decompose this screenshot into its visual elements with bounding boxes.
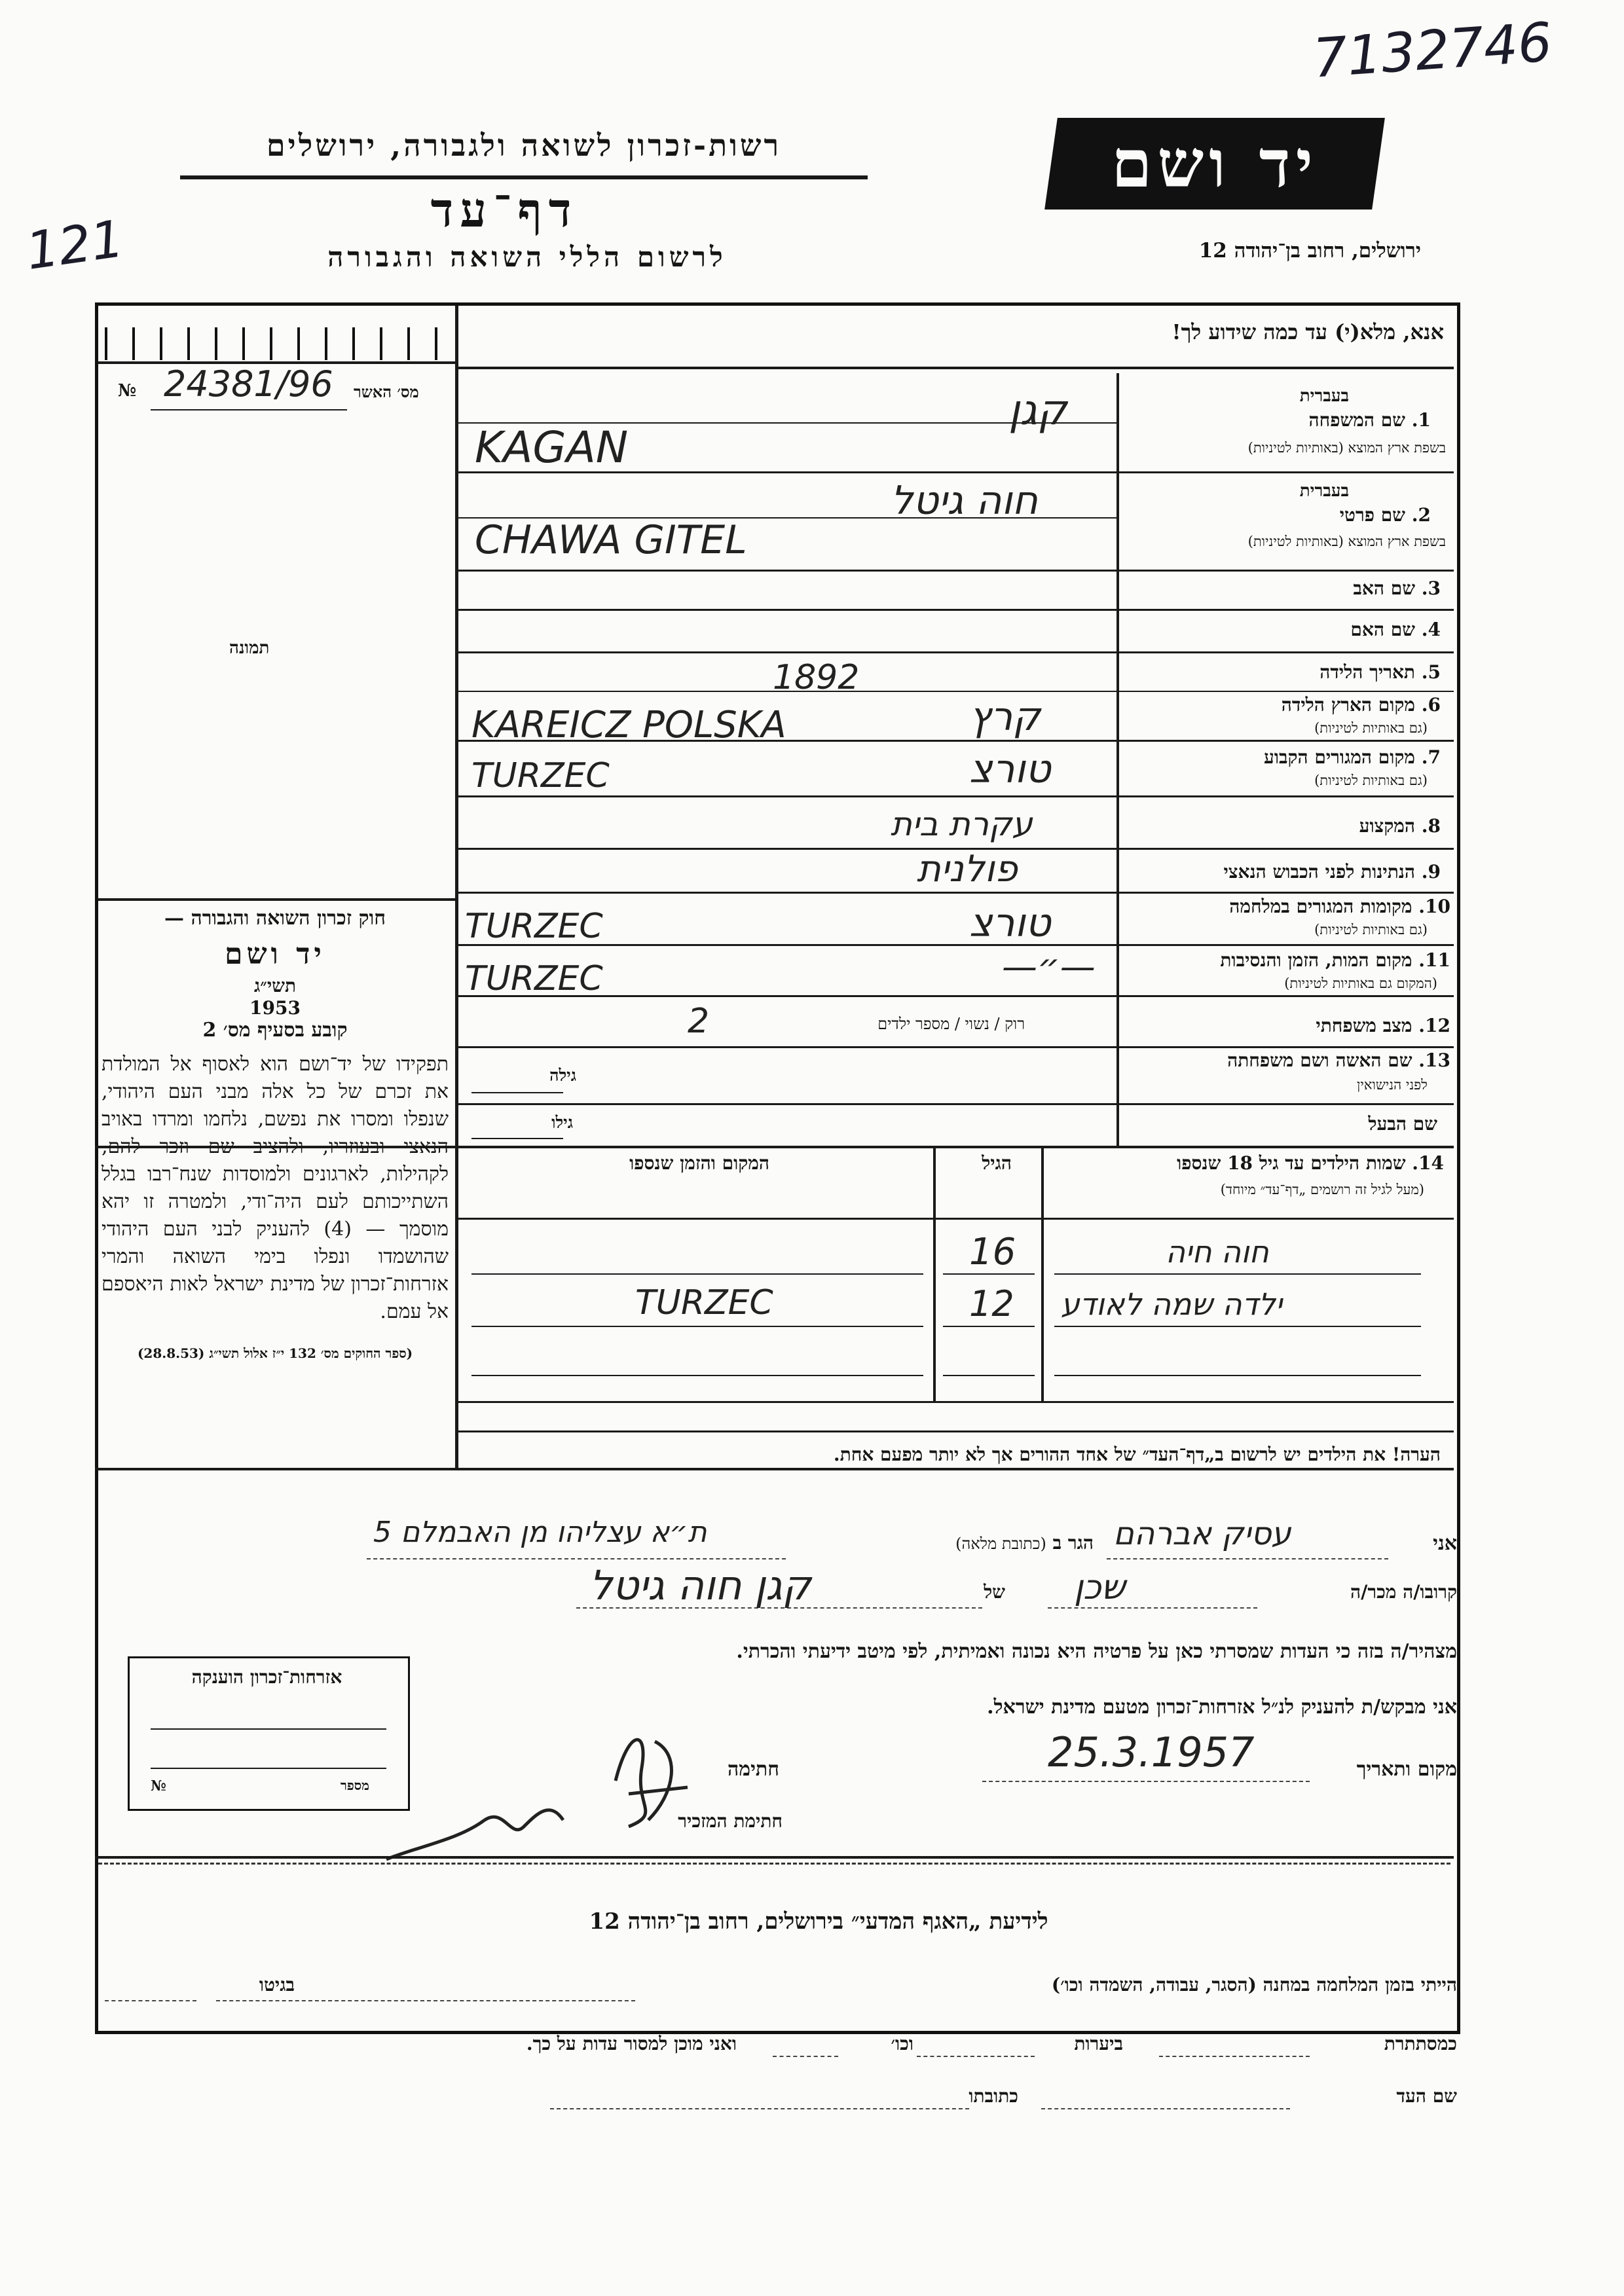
child-row-line	[943, 1375, 1035, 1376]
field-2-text: שם פרטי	[1339, 504, 1406, 526]
org-line: רשות-זכרון לשואה ולגבורה, ירושלים	[266, 128, 782, 163]
field-4-num: 4.	[1421, 619, 1441, 640]
field-10-sub: (גם באותיות לטיניות)	[1314, 922, 1428, 938]
citizenship-number-label: מספר	[341, 1777, 369, 1793]
children-header-line	[458, 1218, 1454, 1220]
child-row-line	[943, 1273, 1035, 1275]
footer-divider	[95, 1856, 1454, 1859]
decl-signature-label: חתימה	[728, 1758, 779, 1781]
field-2-latin: CHAWA GITEL	[475, 517, 747, 563]
child-row-line	[1054, 1375, 1421, 1376]
row-line	[458, 570, 1454, 572]
row-line	[458, 795, 1454, 797]
citizenship-prefix: №	[151, 1777, 166, 1795]
field-6-latin: KAREICZ POLSKA	[471, 704, 786, 746]
husband-label: שם הבעל	[1368, 1113, 1437, 1135]
law-section: קובע בסעיף מס׳ 2	[202, 1019, 348, 1042]
row-line	[458, 1046, 1454, 1048]
left-column-divider	[455, 306, 458, 1468]
child-row-line	[1054, 1326, 1421, 1327]
field-6-text: מקום הארץ הלידה	[1281, 694, 1416, 716]
children-header-age: הגיל	[982, 1152, 1012, 1174]
field-3-label	[1353, 577, 1441, 600]
footer-etc-label: וכו׳	[891, 2033, 913, 2054]
field-13-text: שם האשה ושם משפחתה	[1227, 1049, 1412, 1071]
row-line	[458, 691, 1454, 692]
decl-of-value: קגן חוה גיטל	[589, 1561, 811, 1609]
field-11-sub: (המקום גם באותיות לטיניות)	[1284, 975, 1437, 991]
row-line	[458, 609, 1454, 611]
note-box-top	[458, 1430, 1454, 1432]
children-bottom-line	[458, 1401, 1454, 1403]
law-block	[101, 907, 449, 1362]
decl-statement: מצהיר/ה בזה כי העדות שמסרתי כאן על פרטיה היא נכונה ואמיתית, לפי מיטב ידיעתי והכרתי.	[736, 1640, 1457, 1663]
footer-hiding-blank	[1159, 2056, 1310, 2057]
decl-resident-text: הגר ב	[1052, 1532, 1094, 1554]
field-5-value: 1892	[773, 658, 860, 697]
instruction-underline	[458, 367, 1454, 369]
field-3-num: 3.	[1421, 577, 1441, 599]
law-title: חוק זכרון השואה והגבורה —	[164, 907, 386, 930]
registry-prefix: №	[118, 381, 137, 401]
decl-request: אני מבקש/ת להעניק לנ״ל אזרחות־זכרון מטעם מדינת ישראל.	[987, 1696, 1457, 1719]
field-11-label	[1220, 949, 1450, 972]
field-11-latin: TURZEC	[465, 959, 603, 998]
child-2-place: TURZEC	[635, 1283, 773, 1322]
field-2-lang-tag: בעברית	[1299, 481, 1349, 501]
field-4-label	[1350, 619, 1441, 641]
field-1-label	[1309, 409, 1431, 431]
field-3-text: שם האב	[1353, 577, 1416, 599]
row-line	[458, 892, 1454, 894]
field-13-num: 13.	[1418, 1049, 1450, 1071]
child-row-line	[943, 1326, 1035, 1327]
footer-witness-blank	[1041, 2108, 1290, 2109]
decl-relation-value: שכן	[1074, 1568, 1126, 1607]
registry-ticks	[105, 327, 445, 360]
field-1-text: שם המשפחה	[1308, 409, 1406, 431]
footer-hiding-label: כמסתתרת	[1384, 2033, 1457, 2054]
field-9-label	[1224, 861, 1441, 883]
field-10-num: 10.	[1418, 896, 1450, 917]
form-subtitle: לרשום הללי השואה והגבורה	[327, 241, 727, 273]
children-header-names	[1177, 1152, 1444, 1175]
form-title: דף־עד	[430, 182, 578, 238]
field-2-label	[1340, 504, 1431, 526]
field-8-text: המקצוע	[1359, 815, 1416, 837]
field-10-hebrew: טורצ	[969, 900, 1051, 946]
decl-date-line	[982, 1781, 1310, 1782]
registry-value: 24381/96	[164, 363, 333, 405]
decl-signer-label: חתימת המזכיר	[678, 1810, 783, 1832]
note-line	[95, 1468, 1454, 1470]
row-line	[458, 1103, 1454, 1105]
footer-address-blank	[550, 2108, 969, 2109]
field-12-num: 12.	[1418, 1015, 1450, 1036]
footer-ghetto-blank	[105, 2000, 196, 2001]
field-11-num: 11.	[1418, 949, 1450, 971]
decl-relation-label: קרובו/ה מכר/ה	[1350, 1581, 1457, 1603]
footer-ghetto-label: בגיטו	[259, 1974, 295, 1995]
decl-date-value: 25.3.1957	[1048, 1728, 1255, 1776]
footer-ready-label: ואני מוכן למסור עדות על כך.	[526, 2033, 737, 2054]
citizenship-line	[151, 1728, 386, 1730]
org-underline	[180, 175, 868, 179]
field-11-hebrew: —״—	[1002, 946, 1096, 987]
law-name: יד ושם	[225, 938, 325, 971]
field-13-age-label: גילה	[549, 1066, 576, 1085]
photo-label: תמונה	[229, 638, 270, 658]
footer-dash-strip	[98, 1863, 1450, 1871]
child-1-name: חוה חיה	[1166, 1234, 1269, 1269]
child-2-age: 12	[969, 1283, 1014, 1324]
decl-resident-sub: (כתובת מלאה)	[955, 1535, 1046, 1553]
footer-witness-label: שם העד	[1396, 2085, 1457, 2107]
citizenship-line	[151, 1768, 386, 1769]
instruction: אנא, מלא(י) עד כמה שידוע לך!	[1172, 319, 1444, 344]
child-row-line	[471, 1326, 923, 1327]
children-header-sub: (מעל לגיל זה רושמים „דף־עד״ מיוחד)	[1220, 1182, 1424, 1197]
field-2-hebrew: חוה גיטל	[891, 478, 1038, 524]
footer-address-label: כתובתו	[969, 2085, 1018, 2107]
decl-address-line	[367, 1558, 786, 1559]
children-header-place: המקום והזמן שנספו	[629, 1152, 769, 1174]
footer-camp-line: הייתי בזמן המלחמה במחנה (הסגר, עבודה, השמדה וכו׳)	[1051, 1974, 1457, 1995]
field-6-num: 6.	[1421, 694, 1441, 716]
footer-etc-blank	[773, 2056, 838, 2057]
field-12-options: רוק / נשוי / מספר ילדים	[877, 1015, 1025, 1033]
row-line	[458, 944, 1454, 946]
law-year: 1953	[249, 997, 301, 1019]
children-col-divider	[933, 1146, 936, 1401]
field-5-label	[1320, 661, 1441, 683]
decl-i-label: אני	[1433, 1532, 1457, 1555]
citizenship-title: אזרחות־זכרון הוענקה	[191, 1666, 342, 1688]
field-12-text: מצב משפחתי	[1316, 1015, 1412, 1036]
decl-i-line	[1107, 1558, 1388, 1559]
field-9-num: 9.	[1421, 861, 1441, 883]
row-line	[458, 995, 1454, 997]
footer-forest-blank	[917, 2056, 1035, 2057]
law-ref: (ספר החוקים מס׳ 132 י״ז אלול תשי״ג (28.8.53)	[137, 1345, 413, 1361]
footer-forest-label: ביערות	[1074, 2033, 1123, 2054]
field-8-label	[1359, 815, 1441, 837]
decl-of-label: של	[984, 1581, 1005, 1603]
child-1-age: 16	[969, 1231, 1016, 1273]
field-1-sub: בשפת ארץ המוצא (באותיות לטיניות)	[1247, 440, 1446, 456]
law-year-he: תשי״ג	[253, 975, 297, 996]
field-2-num: 2.	[1411, 504, 1431, 526]
field-5-num: 5.	[1421, 661, 1441, 683]
husband-age-label: גילו	[551, 1113, 573, 1132]
decl-resident-label	[955, 1532, 1094, 1554]
photo-box-bottom	[98, 898, 455, 901]
row-line	[458, 651, 1454, 653]
footer-title: לידיעת „האגף המדעי״ בירושלים, רחוב בן־יהודה 12	[589, 1908, 1048, 1935]
field-8-value: עקרת בית	[891, 805, 1033, 843]
field-8-num: 8.	[1421, 815, 1441, 837]
field-6-sub: (גם באותיות לטיניות)	[1314, 720, 1428, 736]
note: הערה! את הילדים יש לרשום ב„דף־העד״ של אחד ההורים אך לא יותר מפעם אחת.	[833, 1444, 1441, 1465]
field-10-latin: TURZEC	[465, 907, 603, 946]
field-1-hebrew: קגן	[1008, 386, 1067, 435]
children-num: 14.	[1412, 1152, 1444, 1174]
field-10-label	[1229, 896, 1450, 918]
field-7-latin: TURZEC	[471, 756, 610, 795]
logo-text: יד ושם	[1111, 125, 1318, 202]
field-13-label	[1227, 1049, 1450, 1072]
age-underline	[471, 1138, 563, 1139]
field-1-num: 1.	[1411, 409, 1431, 431]
label-column-divider	[1116, 373, 1119, 1146]
child-row-line	[471, 1273, 923, 1275]
children-col-divider	[1041, 1146, 1044, 1401]
field-1-latin: KAGAN	[475, 422, 629, 473]
decl-address-value: ת״א עצליהו מן האבמלם 5	[373, 1516, 707, 1549]
age-underline	[471, 1092, 563, 1093]
field-7-sub: (גם באותיות לטיניות)	[1314, 773, 1428, 788]
field-10-text: מקומות המגורים במלחמה	[1229, 896, 1412, 917]
field-7-hebrew: טורצ	[969, 746, 1051, 792]
archive-number: 7132746	[1311, 11, 1555, 90]
page-margin-number: 121	[22, 210, 128, 282]
registry-label: מס׳ האשר	[354, 382, 419, 401]
registry-underline	[151, 409, 347, 410]
children-header-text: שמות הילדים עד גיל 18 שנספו	[1177, 1152, 1406, 1174]
footer-camp-blank	[216, 2000, 635, 2001]
field-7-label	[1264, 746, 1441, 769]
child-2-name: ילדה שמה לאודע	[1061, 1286, 1283, 1322]
field-1-lang-tag: בעברית	[1299, 386, 1349, 406]
decl-i-value: עסיק אברהם	[1113, 1516, 1291, 1552]
witness-signature	[589, 1715, 720, 1840]
field-7-text: מקום המגורים הקבוע	[1264, 746, 1416, 768]
field-2-sub: בשפת ארץ המוצא (באותיות לטיניות)	[1247, 534, 1446, 549]
field-4-text: שם האם	[1350, 619, 1416, 640]
field-6-label	[1282, 694, 1441, 716]
header-address: ירושלים, רחוב בן־יהודה 12	[1198, 239, 1421, 263]
child-row-line	[471, 1375, 923, 1376]
child-row-line	[1054, 1273, 1421, 1275]
field-12-value: 2	[688, 1002, 710, 1041]
field-12-label	[1316, 1015, 1450, 1037]
yad-vashem-logo	[1044, 118, 1385, 210]
field-11-text: מקום המות, הזמן והנסיבות	[1220, 949, 1412, 971]
field-9-value: פולנית	[917, 848, 1018, 890]
decl-relation-line	[1048, 1607, 1257, 1609]
field-6-hebrew: קרץ	[969, 694, 1041, 740]
field-13-sub: לפני הנישואין	[1357, 1077, 1428, 1093]
field-9-text: הנתינות לפני הכבוש הנאצי	[1223, 861, 1416, 883]
decl-place-date-label: מקום ותאריך	[1356, 1758, 1457, 1781]
field-5-text: תאריך הלידה	[1320, 661, 1416, 683]
field-7-num: 7.	[1421, 746, 1441, 768]
law-body: תפקידו של יד־ושם הוא לאסוף אל המולדת את זכרם של כל אלה מבני העם היהודי, שנפלו ומסרו את נפשם, נלחמו ומרדו באויב הנאצי ובעוזריו, ולהציב שם וזכר להם, לקהילות, לארגונים ולמוסדות שנח־רבו בגלל השתייכותם לעם היה־ודי, ולמטרה זו יהא מוסמך — (4) להעניק לבני העם היהודי שהושמדו ונפלו בימי השואה והמרי אזרחות־זכרון של מדינת ישראל לאות היאספם אל עמם.	[101, 1053, 449, 1323]
